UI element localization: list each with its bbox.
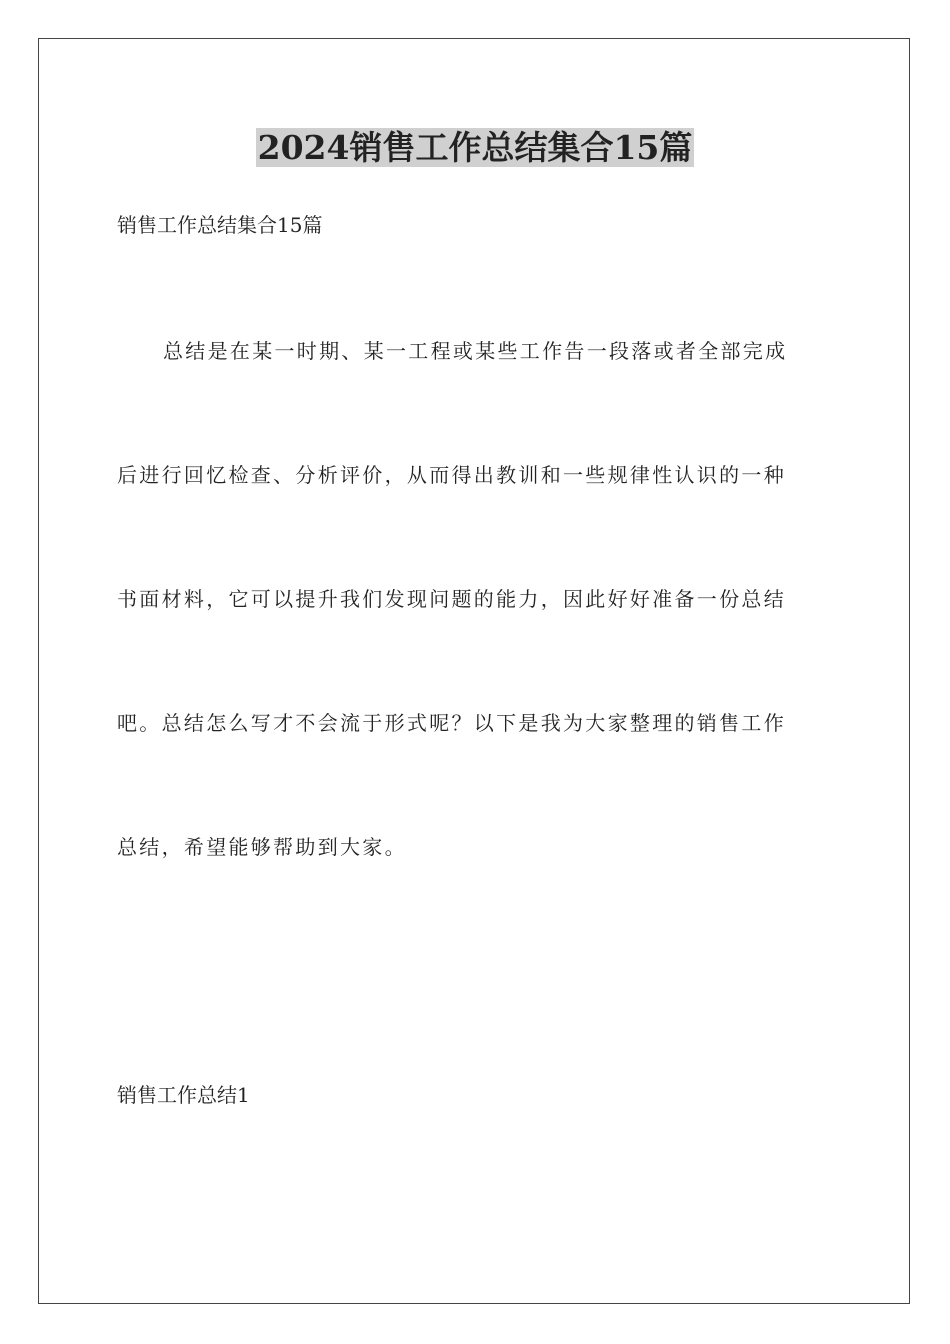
document-title <box>0 126 950 170</box>
intro-line: 总结，希望能够帮助到大家。 <box>117 835 407 859</box>
intro-line: 吧。总结怎么写才不会流于形式呢？以下是我为大家整理的销售工作 <box>117 711 786 735</box>
intro-paragraph <box>117 333 833 953</box>
document-title-text: 2024销售工作总结集合15篇 <box>257 128 693 167</box>
document-subtitle: 销售工作总结集合15篇 <box>117 213 323 237</box>
intro-line: 总结是在某一时期、某一工程或某些工作告一段落或者全部完成 <box>163 339 788 363</box>
intro-line: 后进行回忆检查、分析评价，从而得出教训和一些规律性认识的一种 <box>117 463 786 487</box>
section-heading: 销售工作总结1 <box>117 1083 250 1107</box>
intro-line: 书面材料，它可以提升我们发现问题的能力，因此好好准备一份总结 <box>117 587 786 611</box>
